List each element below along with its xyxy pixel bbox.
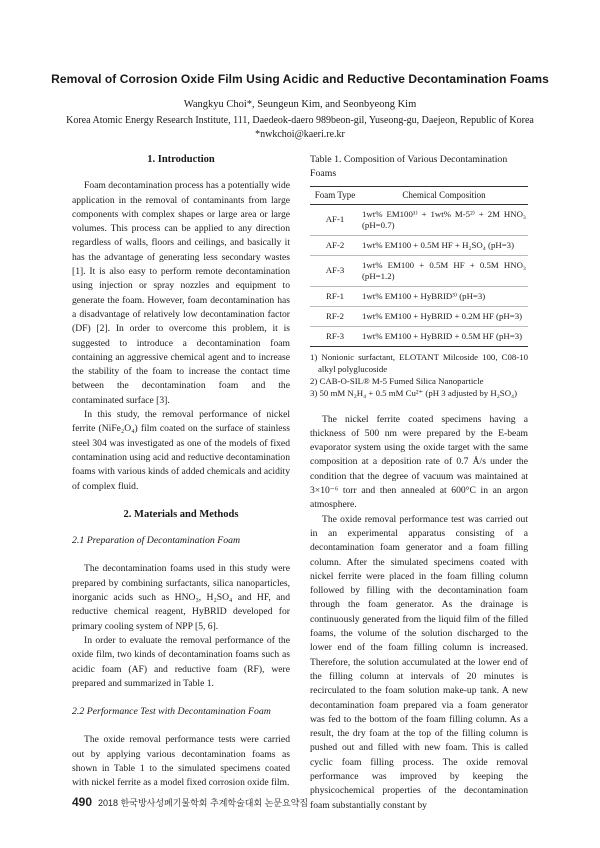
subsection-2-1-heading: 2.1 Preparation of Decontamination Foam — [72, 535, 241, 547]
right-paragraph-2: The oxide removal performance test was carried out in an experimental apparatus consisting of a decontamination foam generator and a foam filling column. After the simulated specimens coated with nickel ferrite were placed in the foam filling column followed by filling with the decontamination foam through the foam generator. As the drainage is continuously generated from the liquid film of the filled foams, the volume of the solution discharged to the lower end of the foam filling column is increased. Therefore, the solution accumulated at the lower end of the filling column at intervals of 20 minutes is recirculated to the foam solution make-up tank. A new decontamination foam prepared via a foam generator was fed to the bottom of the foam filling column. As a result, the dry foam at the top of the filling column is pushed out and filled with new foam. This is called cyclic foam filling process. The oxide removal performance was improved by keeping the physicochemical properties of the decontamination foam substantially constant by — [310, 513, 528, 811]
composition-table — [310, 186, 528, 347]
page-number: 490 — [72, 795, 93, 809]
table-row — [310, 255, 528, 286]
methods-heading: 2. Materials and Methods — [123, 508, 239, 520]
composition-cell: 1wt% EM100 + 0.5M HF + H₂SO₄ (pH=3) — [360, 235, 528, 255]
corresponding-email: *nwkchoi@kaeri.re.kr — [255, 129, 345, 140]
composition-cell: 1wt% EM100¹⁾ + 1wt% M-5²⁾ + 2M HNO₃ (pH=0.7) — [360, 204, 528, 235]
table-row — [310, 204, 528, 235]
foam-type-cell: RF-3 — [310, 326, 360, 346]
paper-title: Removal of Corrosion Oxide Film Using Acidic and Reductive Decontamination Foams — [51, 72, 549, 86]
table-header-row — [310, 186, 528, 204]
composition-cell: 1wt% EM100 + HyBRID + 0.2M HF (pH=3) — [360, 306, 528, 326]
table-row — [310, 306, 528, 326]
left-column — [72, 153, 290, 791]
intro-paragraph-2: In this study, the removal performance of nickel ferrite (NiFe₂O₄) film coated on the surface of stainless steel 304 was investigated as one of the models of fixed contamination using acid and reductive decontamination foams with various kinds of added chemicals and acidity of complex fluid. — [72, 409, 290, 492]
foam-type-cell: RF-2 — [310, 306, 360, 326]
header-foam-type: Foam Type — [310, 186, 360, 204]
table-caption: Table 1. Composition of Various Decontamination Foams — [310, 154, 508, 180]
composition-cell: 1wt% EM100 + HyBRID + 0.5M HF (pH=3) — [360, 326, 528, 346]
methods-paragraph-1: The decontamination foams used in this study were prepared by combining surfactants, silica nanoparticles, inorganic acids such as HNO₃, H₂SO₄ and HF, and reductive chemical reagent, HyBRID developed for primary cooling system of NPP [5, 6]. — [72, 563, 290, 632]
footnote: 1) Nonionic surfactant, ELOTANT Milcoside 100, C08-10 alkyl polyglucoside — [310, 351, 528, 374]
footnote: 2) CAB-O-SIL® M-5 Fumed Silica Nanoparticle — [310, 375, 484, 386]
right-column — [310, 153, 528, 813]
page-footer — [72, 795, 308, 809]
composition-cell: 1wt% EM100 + 0.5M HF + 0.5M HNO₃ (pH=1.2) — [360, 255, 528, 286]
proceedings-name: 2018 한국방사성폐기물학회 추계학술대회 논문요약집 — [98, 798, 309, 808]
footnote: 3) 50 mM N₂H₄ + 0.5 mM Cu²⁺ (pH 3 adjusted by H₂SO₄) — [310, 387, 518, 398]
right-paragraph-1: The nickel ferrite coated specimens having a thickness of 500 nm were prepared by the E-beam evaporator system using the oxide target with the same composition at a deposition rate of 0.7 Å/s under the condition that the degree of vacuum was maintained at 3×10⁻⁶ torr and then annealed at 600°C in an argon atmosphere. — [310, 413, 528, 511]
methods-paragraph-2: In order to evaluate the removal performance of the oxide film, two kinds of decontamination foams such as acidic foam (AF) and reductive foam (RF), were prepared and summarized in Table 1. — [72, 634, 290, 689]
foam-type-cell: RF-1 — [310, 286, 360, 306]
author-list: Wangkyu Choi*, Seungeun Kim, and Seonbyeong Kim — [183, 99, 417, 110]
methods-paragraph-3: The oxide removal performance tests were carried out by applying various decontamination foams as shown in Table 1 to the simulated specimens coated with nickel ferrite as a model fixed corrosion oxide film. — [72, 734, 290, 789]
table-row — [310, 326, 528, 346]
subsection-2-2-heading: 2.2 Performance Test with Decontamination Foam — [72, 706, 271, 718]
table-row — [310, 286, 528, 306]
table-row — [310, 235, 528, 255]
foam-type-cell: AF-1 — [310, 204, 360, 235]
intro-paragraph-1: Foam decontamination process has a potentially wide application in the removal of contaminants from large components with complex shapes or large area or large volumes. This process can be applied to any direction regardless of walls, floors and ceilings, and basically it has the advantage of generating less secondary wastes [1]. It is also easy to perform remote decontamination using injection or spray nozzles and equipment to generate the foam. However, foam decontamination has a disadvantage of relatively low decontamination factor (DF) [2]. In order to overcome this problem, it is suggested to introduce a decontamination foam containing an aggressive chemical agent and to increase the stability of the foam to increase the contact time between the decontamination foam and the contaminated surface [3]. — [72, 180, 290, 406]
composition-cell: 1wt% EM100 + HyBRID³⁾ (pH=3) — [360, 286, 528, 306]
affiliation: Korea Atomic Energy Research Institute, 111, Daedeok-daero 989beon-gil, Yuseong-gu, Daejeon, Republic of Korea — [66, 115, 534, 126]
foam-type-cell: AF-2 — [310, 235, 360, 255]
foam-type-cell: AF-3 — [310, 255, 360, 286]
introduction-heading: 1. Introduction — [147, 154, 215, 165]
table-footnotes — [310, 351, 528, 399]
header-chemical-composition: Chemical Composition — [360, 186, 528, 204]
